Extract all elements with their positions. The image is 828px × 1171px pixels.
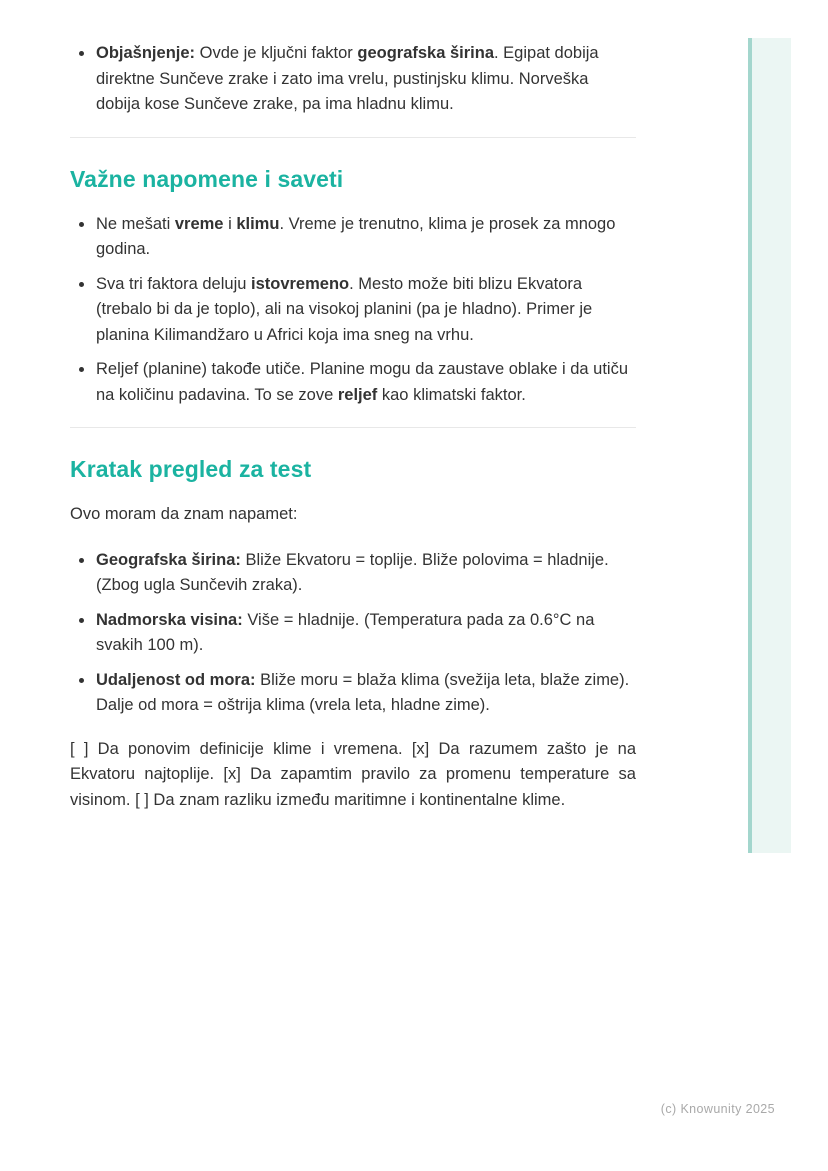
paragraph: [70, 502, 636, 528]
text-run: i: [223, 214, 237, 233]
bullet-list: [70, 41, 636, 118]
bullet-item: [95, 668, 636, 719]
text-run: [ ] Da ponovim definicije klime i vremena. [x] Da razumem zašto je na Ekvatoru najtoplije. [x] Da zapamtim pravilo za promenu temperature sa visinom. [ ] Da znam razliku između maritimne i kontinentalne klime.: [70, 739, 636, 809]
copyright-footer: (c) Knowunity 2025: [660, 1102, 775, 1116]
bullet-item: [95, 357, 636, 408]
text-run: Ovde je ključni faktor: [195, 44, 358, 62]
bold-text: Nadmorska visina:: [96, 610, 243, 629]
bold-text: Objašnjenje:: [96, 44, 196, 62]
bullet-list: [70, 548, 636, 719]
bullet-list: [70, 212, 636, 409]
bullet-item: [95, 272, 636, 349]
text-run: Ovo moram da znam napamet:: [70, 505, 298, 523]
bold-text: reljef: [337, 385, 378, 404]
bold-text: geografska širina: [357, 44, 494, 62]
bold-text: vreme: [174, 214, 224, 233]
text-run: . Egipat dobija direktne Sunčeve zrake i zato ima vrelu, pustinjsku klimu. Norveška dobija kose Sunčeve zrake, pa ima hladnu klimu.: [96, 44, 599, 113]
text-run: Bliže Ekvatoru = toplije. Bliže polovima = hladnije. (Zbog ugla Sunčevih zraka).: [96, 550, 609, 594]
section-divider: [70, 427, 636, 428]
section-heading: Kratak pregled za test: [70, 456, 312, 482]
bullet-item: [95, 608, 636, 659]
section-divider: [70, 137, 636, 138]
bullet-item: [95, 41, 636, 118]
bullet-item: [95, 548, 636, 599]
bold-text: klimu: [236, 214, 280, 233]
bold-text: istovremeno: [251, 274, 350, 293]
section-heading: Važne napomene i saveti: [70, 165, 344, 192]
text-run: . Mesto može biti blizu Ekvatora (trebalo bi da je toplo), ali na visokoj planini (pa je hladno). Primer je planina Kilimandžaro u Africi koja ima sneg na vrhu.: [96, 274, 593, 344]
page-edge-strip: [752, 38, 791, 853]
checklist-paragraph: [70, 737, 636, 814]
text-run: Ne mešati: [96, 214, 175, 233]
bold-text: Udaljenost od mora:: [96, 670, 256, 689]
text-run: . Vreme je trenutno, klima je prosek za mnogo godina.: [96, 214, 616, 258]
text-run: Više = hladnije. (Temperatura pada za 0.6°C na svakih 100 m).: [96, 610, 595, 654]
text-run: Reljef (planine) takođe utiče. Planine mogu da zaustave oblake i da utiču na količinu padavina. To se zove: [96, 360, 628, 404]
text-run: Sva tri faktora deluju: [96, 274, 251, 293]
text-run: Bliže moru = blaža klima (svežija leta, blaže zime). Dalje od mora = oštrija klima (vrela leta, hladne zime).: [96, 670, 630, 714]
document-content: [70, 0, 636, 813]
bold-text: Geografska širina:: [96, 550, 241, 569]
text-run: kao klimatski faktor.: [377, 385, 526, 404]
bullet-item: [95, 212, 636, 263]
